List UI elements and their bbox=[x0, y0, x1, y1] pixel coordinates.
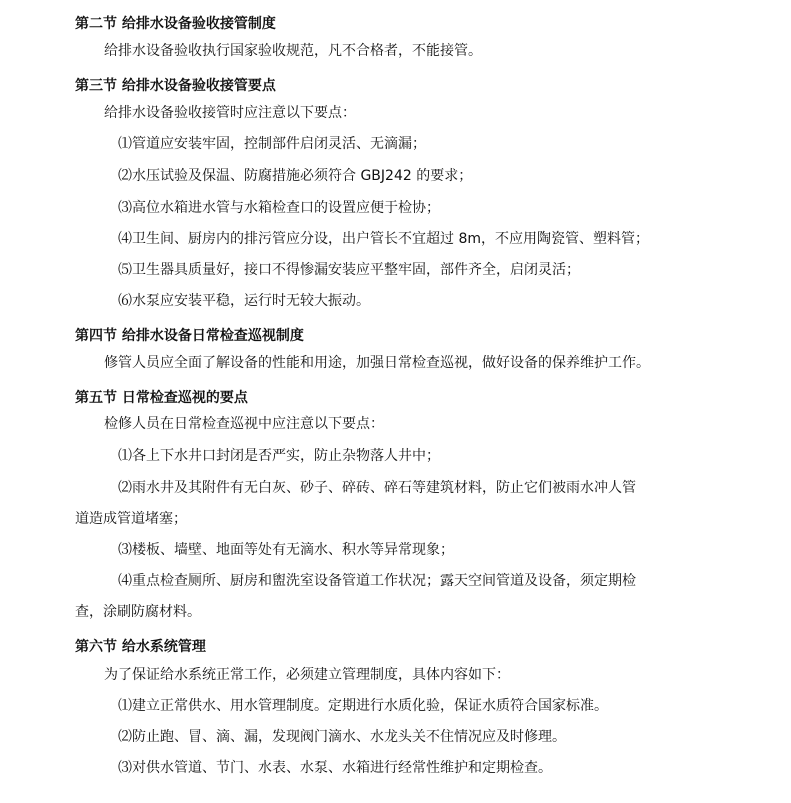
section-heading: 第五节 日常检查巡视的要点 bbox=[75, 390, 248, 406]
list-item: ⑴管道应安装牢固，控制部件启闭灵活、无滴漏； bbox=[118, 136, 426, 152]
section-paragraph: 给排水设备验收执行国家验收规范，凡不合格者，不能接管。 bbox=[104, 43, 482, 59]
list-item: ⑵防止跑、冒、滴、漏，发现阀门滴水、水龙头关不住情况应及时修理。 bbox=[118, 729, 566, 745]
list-item: ⑷重点检查厕所、厨房和盥洗室设备管道工作状况；露天空间管道及设备，须定期检 bbox=[118, 573, 636, 589]
section-heading: 第六节 给水系统管理 bbox=[75, 639, 206, 655]
list-item: ⑸卫生器具质量好，接口不得惨漏安装应平整牢固，部件齐全，启闭灵活； bbox=[118, 262, 580, 278]
section-paragraph: 给排水设备验收接管时应注意以下要点： bbox=[104, 105, 356, 121]
section-heading: 第三节 给排水设备验收接管要点 bbox=[75, 78, 276, 94]
list-item: ⑹水泵应安装平稳，运行时无较大振动。 bbox=[118, 293, 370, 309]
list-item: ⑶楼板、墙壁、地面等处有无滴水、积水等异常现象； bbox=[118, 542, 454, 558]
list-item-continuation: 道造成管道堵塞； bbox=[75, 511, 187, 527]
list-item: ⑶对供水管道、节门、水表、水泵、水箱进行经常性维护和定期检查。 bbox=[118, 760, 552, 776]
list-item-continuation: 查，涂刷防腐材料。 bbox=[75, 604, 201, 620]
list-item: ⑵雨水井及其附件有无白灰、砂子、碎砖、碎石等建筑材料，防止它们被雨水冲人管 bbox=[118, 480, 636, 496]
list-item: ⑶高位水箱进水管与水箱检查口的设置应便于检协； bbox=[118, 200, 440, 216]
list-item: ⑴各上下水井口封闭是否严实，防止杂物落人井中； bbox=[118, 448, 440, 464]
section-paragraph: 检修人员在日常检查巡视中应注意以下要点： bbox=[104, 416, 384, 432]
section-heading: 第四节 给排水设备日常检查巡视制度 bbox=[75, 328, 304, 344]
section-paragraph: 修管人员应全面了解设备的性能和用途，加强日常检查巡视，做好设备的保养维护工作。 bbox=[104, 355, 650, 371]
section-heading: 第二节 给排水设备验收接管制度 bbox=[75, 16, 276, 32]
list-item: ⑴建立正常供水、用水管理制度。定期进行水质化验，保证水质符合国家标准。 bbox=[118, 698, 608, 714]
list-item: ⑵水压试验及保温、防腐措施必须符合 GBJ242 的要求； bbox=[118, 168, 473, 184]
section-paragraph: 为了保证给水系统正常工作，必须建立管理制度，具体内容如下： bbox=[104, 667, 510, 683]
list-item: ⑷卫生间、厨房内的排污管应分设，出户管长不宜超过 8m，不应用陶瓷管、塑料管； bbox=[118, 231, 649, 247]
